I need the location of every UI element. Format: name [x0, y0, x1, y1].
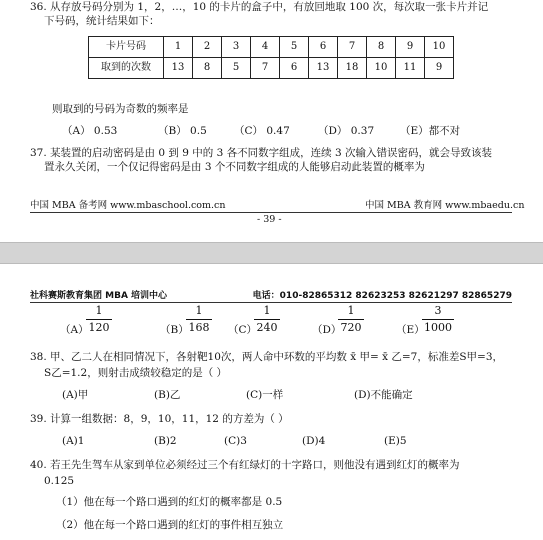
- q38-options: [62, 388, 522, 402]
- numerator: 1: [95, 304, 103, 317]
- q40-line2: 0.125: [44, 475, 75, 487]
- denominator: 168: [186, 319, 212, 336]
- q39-options: [62, 434, 522, 448]
- option-d: （D） 0.37: [318, 125, 375, 137]
- option-d: (D)不能确定: [354, 389, 413, 401]
- option-c: (C)一样: [246, 389, 284, 401]
- table-cell: 9: [396, 37, 425, 58]
- table-row: [89, 37, 454, 58]
- table-cell: 13: [309, 58, 338, 79]
- table-cell: 7: [251, 58, 280, 79]
- table-cell: 4: [251, 37, 280, 58]
- option-d-fraction: [338, 304, 364, 336]
- table-cell: 5: [222, 58, 251, 79]
- denominator: 1000: [424, 320, 452, 334]
- table-row: [89, 58, 454, 79]
- table-cell: 10: [367, 58, 396, 79]
- q37-line2: 置永久关闭，一个仅记得密码是由 3 个不同数字组成的人能够启动此装置的概率为: [44, 161, 425, 173]
- page-header: [30, 290, 512, 302]
- option-a: (A)甲: [62, 389, 89, 401]
- header-rule: [30, 302, 512, 303]
- option-c: （C） 0.47: [234, 125, 290, 137]
- table-cell: 8: [367, 37, 396, 58]
- option-c-fraction: [254, 304, 280, 336]
- table-cell: 5: [280, 37, 309, 58]
- table-cell: 11: [396, 58, 425, 79]
- option-b-fraction: [186, 304, 212, 336]
- denominator: 720: [338, 319, 364, 336]
- numerator: 1: [263, 304, 271, 317]
- q39-line1: 39. 计算一组数据：8，9，10，11，12 的方差为（ ）: [30, 413, 289, 425]
- q36-question: 则取到的号码为奇数的频率是: [52, 103, 189, 115]
- option-e: （E）都不对: [400, 125, 461, 137]
- q38-line2: S乙=1.2，则射击成绩较稳定的是（ ）: [44, 367, 228, 379]
- table-cell: 2: [193, 37, 222, 58]
- q36-line2: 下号码，统计结果如下：: [44, 15, 160, 27]
- q40-line1: 40. 若王先生驾车从家到单位必须经过三个有红绿灯的十字路口，则他没有遇到红灯的概率为: [30, 459, 460, 471]
- page-gap: [0, 242, 543, 264]
- q37-line1: 37. 某装置的启动密码是由 0 到 9 中的 3 各不同数字组成，连续 3 次输入错误密码，就会导致该装: [30, 147, 492, 159]
- option-b: (B)乙: [154, 389, 181, 401]
- header-org: 社科赛斯教育集团 MBA 培训中心: [30, 291, 168, 301]
- numerator: 1: [347, 304, 355, 317]
- footer-rule: [30, 212, 512, 213]
- card-count-table: [88, 36, 454, 79]
- option-b: (B)2: [154, 435, 177, 447]
- option-a-fraction: [86, 304, 112, 336]
- table-cell: 9: [425, 58, 454, 79]
- q36-options: [62, 124, 522, 138]
- option-d-label: （D）: [312, 324, 342, 336]
- option-a: (A)1: [62, 435, 85, 447]
- header-phone: 电话：010-82865312 82623253 82621297 82865279: [252, 291, 512, 301]
- option-b: （B） 0.5: [158, 125, 207, 137]
- table-header-card-number: 卡片号码: [89, 37, 164, 58]
- footer-right-site: 中国 MBA 教育网 www.mbaedu.cn: [365, 200, 525, 211]
- footer-left-site: 中国 MBA 备考网 www.mbaschool.com.cn: [30, 200, 226, 211]
- table-header-count: 取到的次数: [89, 58, 164, 79]
- table-cell: 10: [425, 37, 454, 58]
- q38-line1: 38. 甲、乙二人在相同情况下，各射靶10次，两人命中环数的平均数 x̄ 甲= x̄ 乙=7，标准差S甲=3，: [30, 351, 504, 363]
- numerator: 1: [195, 304, 203, 317]
- option-c-label: （C）: [228, 324, 258, 336]
- option-e: (E)5: [384, 435, 407, 447]
- q40-condition-2: （2）他在每一个路口遇到的红灯的事件相互独立: [56, 519, 284, 531]
- option-b-label: （B）: [160, 324, 189, 336]
- table-cell: 3: [222, 37, 251, 58]
- table-cell: 1: [164, 37, 193, 58]
- option-d: (D)4: [302, 435, 326, 447]
- table-cell: 13: [164, 58, 193, 79]
- denominator: 120: [86, 319, 112, 336]
- option-c: (C)3: [224, 435, 247, 447]
- q36-line1: 36. 从存放号码分别为 1，2，…，10 的卡片的盒子中，有放回地取 100 次，每次取一张卡片并记: [30, 1, 489, 13]
- table-cell: 6: [309, 37, 338, 58]
- denominator: 240: [254, 319, 280, 336]
- page-number: - 39 -: [257, 214, 282, 225]
- option-a-label: （A）: [60, 324, 89, 336]
- option-a: （A） 0.53: [62, 125, 118, 137]
- table-cell: 8: [193, 58, 222, 79]
- numerator: 3: [434, 304, 442, 317]
- table-cell: 7: [338, 37, 367, 58]
- table-cell: 6: [280, 58, 309, 79]
- option-e-fraction: [422, 304, 454, 336]
- option-e-label: （E）: [396, 324, 425, 336]
- table-cell: 18: [338, 58, 367, 79]
- q40-condition-1: （1）他在每一个路口遇到的红灯的概率都是 0.5: [56, 496, 283, 508]
